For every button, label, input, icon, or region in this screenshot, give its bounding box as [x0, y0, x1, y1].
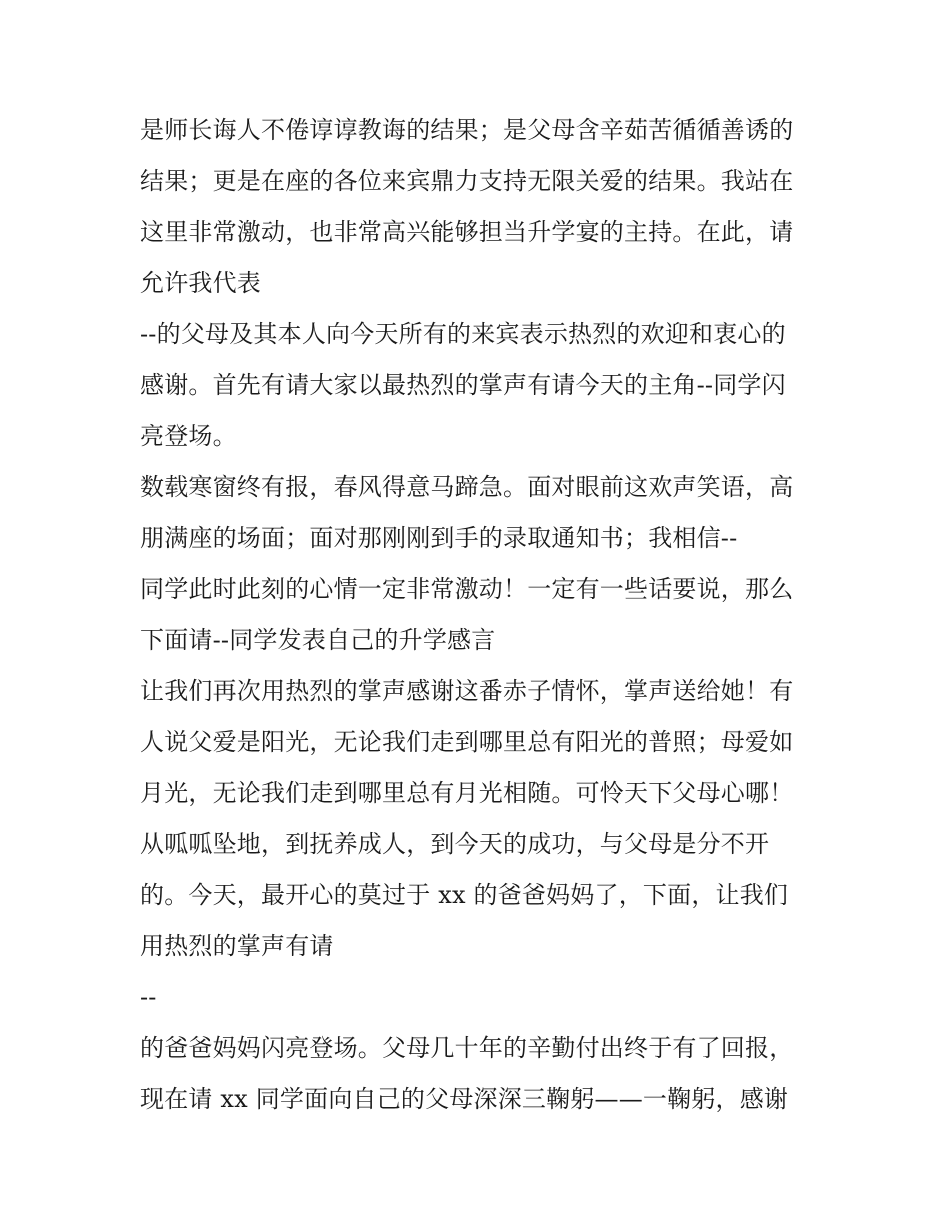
- text-line: 人说父爱是阳光，无论我们走到哪里总有阳光的普照；母爱如: [140, 728, 794, 756]
- text-line: 是师长诲人不倦谆谆教诲的结果；是父母含辛茹苦循循善诱的: [140, 116, 794, 144]
- text-line: 这里非常激动，也非常高兴能够担当升学宴的主持。在此，请: [140, 218, 794, 246]
- text-line: 朋满座的场面；面对那刚刚到手的录取通知书；我相信--: [140, 524, 738, 552]
- text-line: 从呱呱坠地，到抚养成人，到今天的成功，与父母是分不开: [140, 830, 770, 858]
- text-line: 的爸爸妈妈闪亮登场。父母几十年的辛勤付出终于有了回报，: [140, 1034, 794, 1062]
- text-line: 月光，无论我们走到哪里总有月光相随。可怜天下父母心哪！: [140, 779, 794, 807]
- text-line: 的。今天，最开心的莫过于 xx 的爸爸妈妈了，下面，让我们: [140, 881, 789, 909]
- body-text: [140, 105, 820, 1125]
- text-line: 数载寒窗终有报，春风得意马蹄急。面对眼前这欢声笑语，高: [140, 473, 794, 501]
- text-line: --: [140, 983, 157, 1011]
- text-line: 允许我代表: [140, 269, 261, 297]
- text-line: 结果；更是在座的各位来宾鼎力支持无限关爱的结果。我站在: [140, 167, 794, 195]
- text-line: 感谢。首先有请大家以最热烈的掌声有请今天的主角--同学闪: [140, 371, 786, 399]
- text-line: 同学此时此刻的心情一定非常激动！一定有一些话要说，那么: [140, 575, 794, 603]
- text-line: 亮登场。: [140, 422, 237, 450]
- text-line: 下面请--同学发表自己的升学感言: [140, 626, 496, 654]
- text-line: 现在请 xx 同学面向自己的父母深深三鞠躬——一鞠躬，感谢: [140, 1085, 789, 1113]
- text-line: 用热烈的掌声有请: [140, 932, 334, 960]
- text-line: 让我们再次用热烈的掌声感谢这番赤子情怀，掌声送给她！有: [140, 677, 794, 705]
- text-line: --的父母及其本人向今天所有的来宾表示热烈的欢迎和衷心的: [140, 320, 786, 348]
